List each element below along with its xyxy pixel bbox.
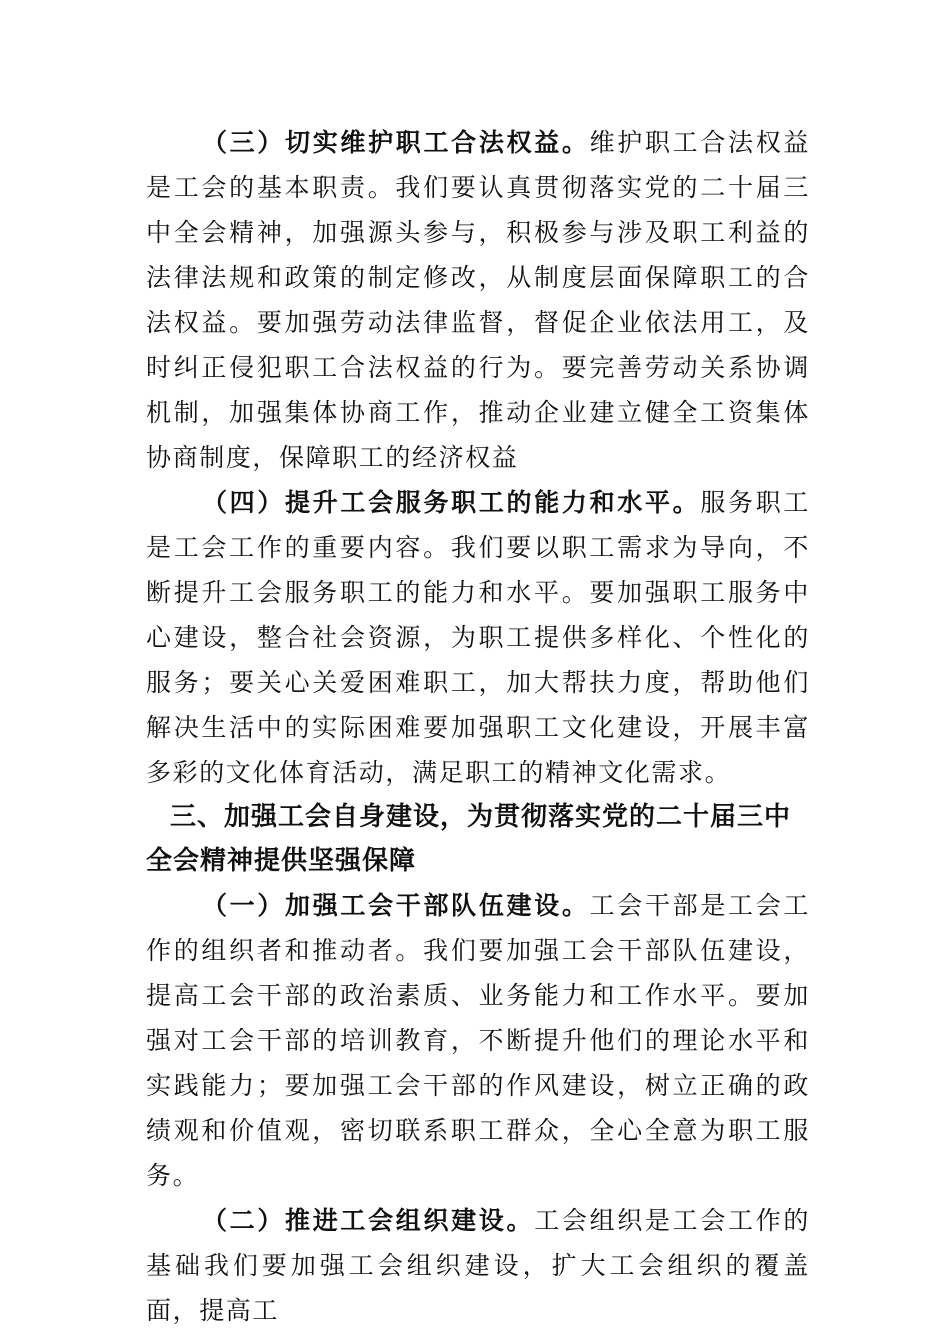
paragraph-protect-rights xyxy=(146,120,810,480)
paragraph-lead: （四）提升工会服务职工的能力和水平。 xyxy=(202,488,701,517)
section-heading: 三、加强工会自身建设，为贯彻落实党的二十届三中全会精神提供坚强保障 xyxy=(146,802,792,876)
paragraph-organization xyxy=(146,1198,810,1333)
paragraph-cadre-team xyxy=(146,883,810,1198)
paragraph-lead: （三）切实维护职工合法权益。 xyxy=(202,128,590,157)
paragraph-lead: （二）推进工会组织建设。 xyxy=(202,1206,535,1235)
paragraph-body: 工会组织是工会工作的基础我们要加强工会组织建设，扩大工会组织的覆盖面，提高工 xyxy=(146,1206,810,1325)
document-body xyxy=(146,120,810,1333)
paragraph-body: 维护职工合法权益是工会的基本职责。我们要认真贯彻落实党的二十届三中全会精神，加强源头参与，积极参与涉及职工利益的法律法规和政策的制定修改，从制度层面保障职工的合法权益。要加强劳动法律监督，督促企业依法用工，及时纠正侵犯职工合法权益的行为。要完善劳动关系协调机制，加强集体协商工作，推动企业建立健全工资集体协商制度，保障职工的经济权益 xyxy=(146,128,810,472)
paragraph-lead: （一）加强工会干部队伍建设。 xyxy=(202,891,590,920)
paragraph-service-ability xyxy=(146,480,810,795)
paragraph-body: 服务职工是工会工作的重要内容。我们要以职工需求为导向，不断提升工会服务职工的能力和水平。要加强职工服务中心建设，整合社会资源，为职工提供多样化、个性化的服务；要关心关爱困难职工，加大帮扶力度，帮助他们解决生活中的实际困难要加强职工文化建设，开展丰富多彩的文化体育活动，满足职工的精神文化需求。 xyxy=(146,488,810,787)
paragraph-body: 工会干部是工会工作的组织者和推动者。我们要加强工会干部队伍建设，提高工会干部的政治素质、业务能力和工作水平。要加强对工会干部的培训教育，不断提升他们的理论水平和实践能力；要加强工会干部的作风建设，树立正确的政绩观和价值观，密切联系职工群众，全心全意为职工服务。 xyxy=(146,891,810,1190)
